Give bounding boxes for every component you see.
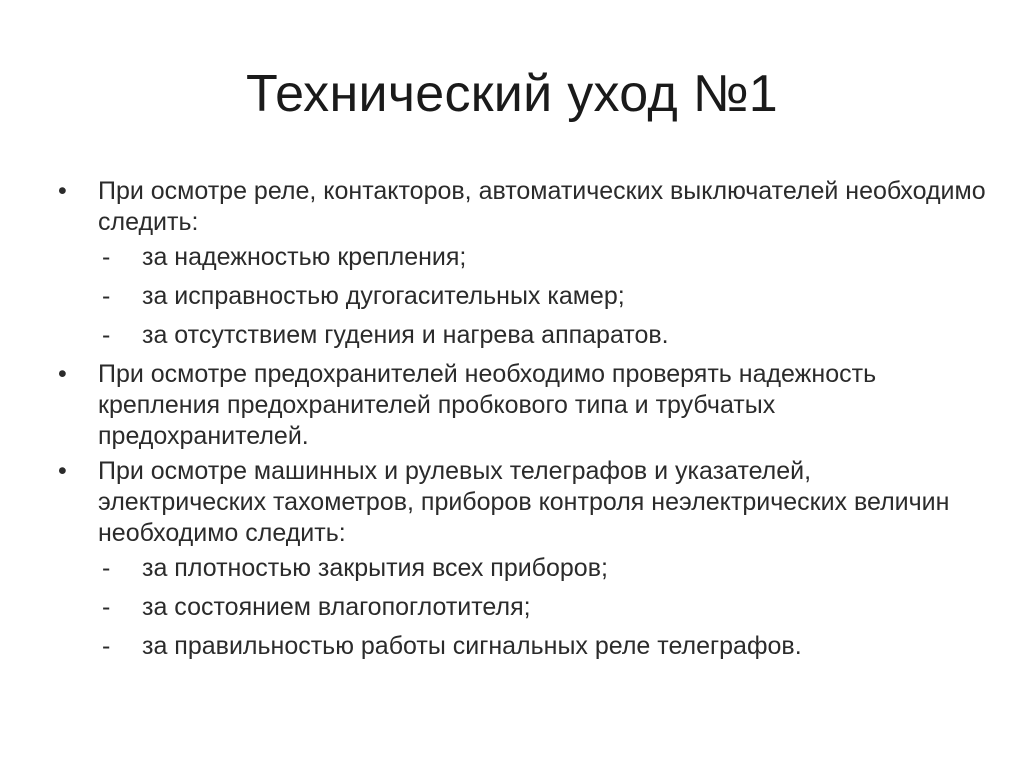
sub-list-item — [56, 553, 986, 584]
sub-list-item — [56, 242, 986, 273]
sub-list-item — [56, 631, 986, 662]
sub-item-text: за состоянием влагопоглотителя; — [142, 593, 531, 621]
bullet-marker: • — [58, 360, 67, 388]
bullet-text: При осмотре машинных и рулевых телеграфов и указателей, электрических тахометров, приборов контроля неэлектрических величин необходимо следить: — [98, 457, 950, 547]
sub-item-text: за надежностью крепления; — [142, 243, 467, 271]
sub-item-text: за исправностью дугогасительных камер; — [142, 282, 625, 310]
slide-content — [56, 176, 986, 670]
bullet-marker: • — [58, 177, 67, 205]
dash-marker: - — [102, 632, 111, 660]
dash-marker: - — [102, 554, 111, 582]
dash-marker: - — [102, 282, 111, 310]
slide-title: Технический уход №1 — [245, 65, 779, 123]
sub-list-item — [56, 320, 986, 351]
sub-item-text: за правильностью работы сигнальных реле телеграфов. — [142, 632, 802, 660]
sub-item-text: за плотностью закрытия всех приборов; — [142, 554, 608, 582]
dash-marker: - — [102, 593, 111, 621]
sub-item-text: за отсутствием гудения и нагрева аппаратов. — [142, 321, 669, 349]
sub-list — [56, 242, 986, 351]
bullet-item — [56, 359, 986, 452]
bullet-item — [56, 456, 986, 549]
sub-list — [56, 553, 986, 662]
bullet-text: При осмотре предохранителей необходимо проверять надежность крепления предохранителей пробкового типа и трубчатых предохранителей. — [98, 360, 877, 450]
sub-list-item — [56, 281, 986, 312]
bullet-item — [56, 176, 986, 238]
bullet-marker: • — [58, 457, 67, 485]
dash-marker: - — [102, 321, 111, 349]
dash-marker: - — [102, 243, 111, 271]
bullet-text: При осмотре реле, контакторов, автоматических выключателей необходимо следить: — [98, 177, 986, 236]
sub-list-item — [56, 592, 986, 623]
